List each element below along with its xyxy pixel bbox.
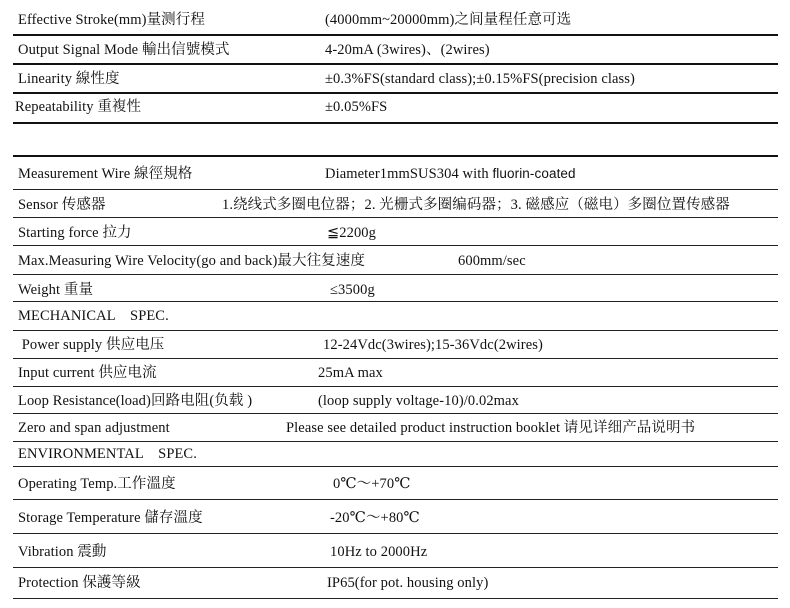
protection-value: IP65(for pot. housing only): [327, 575, 489, 591]
linearity-label: Linearity 線性度: [18, 71, 120, 87]
vibration-label: Vibration 震動: [18, 544, 107, 560]
environmental-spec-heading: ENVIRONMENTAL SPEC.: [18, 446, 197, 462]
divider: [13, 92, 778, 94]
operating-temp-value: 0℃～+70℃: [333, 476, 411, 492]
measurement-wire-label: Measurement Wire 線徑規格: [18, 166, 193, 182]
weight-label: Weight 重量: [18, 282, 94, 298]
loop-resistance-value: (loop supply voltage-10)/0.02max: [318, 393, 519, 409]
mechanical-spec-heading: MECHANICAL SPEC.: [18, 308, 169, 324]
starting-force-value: ≦2200g: [327, 225, 376, 241]
max-velocity-label: Max.Measuring Wire Velocity(go and back)最大往复速度: [18, 253, 365, 269]
power-supply-value: 12-24Vdc(3wires);15-36Vdc(2wires): [323, 337, 543, 353]
divider: [13, 441, 778, 442]
operating-temp-label: Operating Temp.工作溫度: [18, 476, 176, 492]
measurement-wire-value-suffix: fluorin-coated: [492, 166, 576, 181]
divider: [13, 358, 778, 359]
divider: [13, 301, 778, 302]
storage-temp-value: -20℃～+80℃: [330, 510, 420, 526]
zero-span-value: Please see detailed product instruction booklet 请见详细产品说明书: [286, 420, 696, 436]
divider: [13, 34, 778, 36]
divider: [13, 155, 778, 157]
repeatability-label: Repeatability 重複性: [15, 99, 142, 115]
sensor-value: 1.绕线式多圈电位器；2. 光栅式多圈编码器；3. 磁感应（磁电）多圈位置传感器: [222, 197, 730, 213]
divider: [13, 245, 778, 246]
divider: [13, 598, 778, 599]
starting-force-label: Starting force 拉力: [18, 225, 132, 241]
measurement-wire-value-prefix: Diameter1mmSUS304 with: [325, 166, 493, 182]
divider: [13, 466, 778, 467]
sensor-label: Sensor 传感器: [18, 197, 106, 213]
measurement-wire-value: [325, 165, 576, 183]
zero-span-label: Zero and span adjustment: [18, 420, 170, 436]
divider: [13, 122, 778, 124]
linearity-value: ±0.3%FS(standard class);±0.15%FS(precision class): [325, 71, 635, 87]
divider: [13, 217, 778, 218]
weight-value: ≤3500g: [330, 282, 375, 298]
vibration-value: 10Hz to 2000Hz: [330, 544, 428, 560]
output-signal-value: 4-20mA (3wires)、(2wires): [325, 42, 490, 58]
divider: [13, 189, 778, 190]
power-supply-label: Power supply 供应电压: [18, 337, 165, 353]
divider: [13, 63, 778, 65]
input-current-label: Input current 供应电流: [18, 365, 157, 381]
input-current-value: 25mA max: [318, 365, 383, 381]
divider: [13, 533, 778, 534]
repeatability-value: ±0.05%FS: [325, 99, 388, 115]
divider: [13, 274, 778, 275]
effective-stroke-value: (4000mm~20000mm)之间量程任意可选: [325, 12, 572, 28]
divider: [13, 499, 778, 500]
divider: [13, 413, 778, 414]
storage-temp-label: Storage Temperature 儲存溫度: [18, 510, 203, 526]
effective-stroke-label: Effective Stroke(mm)量测行程: [18, 12, 205, 28]
output-signal-label: Output Signal Mode 輸出信號模式: [18, 42, 230, 58]
divider: [13, 330, 778, 331]
divider: [13, 567, 778, 568]
divider: [13, 386, 778, 387]
max-velocity-value: 600mm/sec: [458, 253, 526, 269]
loop-resistance-label: Loop Resistance(load)回路电阻(负载 ): [18, 393, 253, 409]
protection-label: Protection 保護等級: [18, 575, 141, 591]
